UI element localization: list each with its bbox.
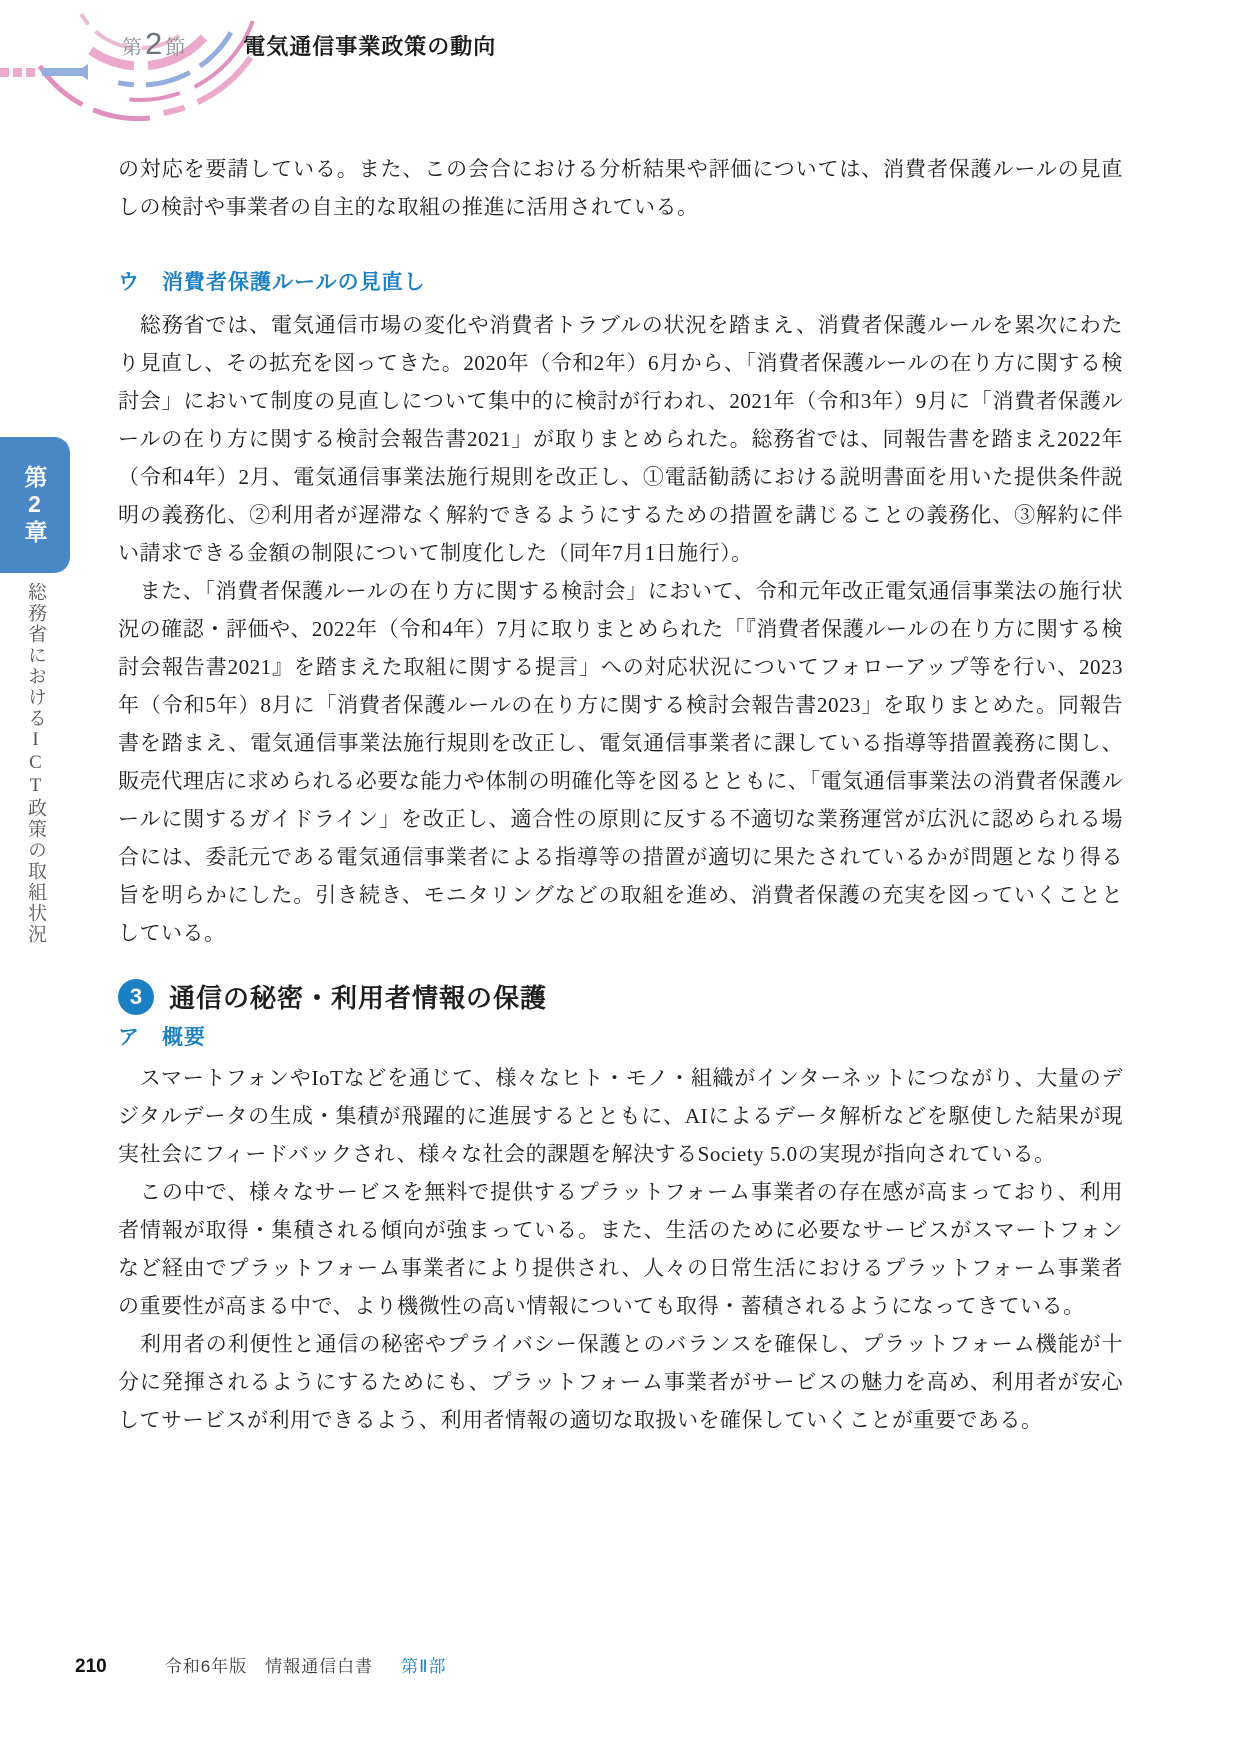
- section-title: 電気通信事業政策の動向: [243, 34, 497, 59]
- page-number: 210: [75, 1656, 107, 1677]
- paragraph-secrecy-3: 利用者の利便性と通信の秘密やプライバシー保護とのバランスを確保し、プラットフォーム機能が十分に発揮されるようにするためにも、プラットフォーム事業者がサービスの魅力を高め、利用者が安心してサービスが利用できるよう、利用者情報の適切な取扱いを確保していくことが重要である。: [118, 1332, 1123, 1432]
- paragraph-consumer-2: また、「消費者保護ルールの在り方に関する検討会」において、令和元年改正電気通信事業法の施行状況の確認・評価や、2022年（令和4年）7月に取りまとめられた「『消費者保護ルールの在り方に関する検討会報告書2021』を踏まえた取組に関する提言」への対応状況についてフォローアップ等を行い、2023年（令和5年）8月に「消費者保護ルールの在り方に関する検討会報告書2023」を取りまとめた。同報告書を踏まえ、電気通信事業法施行規則を改正し、電気通信事業者に課している指導等措置義務に関し、販売代理店に求められる必要な能力や体制の明確化等を図るとともに、「電気通信事業法の消費者保護ルールに関するガイドライン」を改正し、適合性の原則に反する不適切な業務運営が広汎に認められる場合には、委託元である電気通信事業者による指導等の措置が適切に果たされているかが問題となり得る旨を明らかにした。引き続き、モニタリングなどの取組を進め、消費者保護の充実を図っていくこととしている。: [118, 579, 1123, 945]
- subsection-heading-overview: ア 概要: [118, 1026, 206, 1049]
- corner-arc-decoration: [0, 0, 300, 125]
- chapter-vertical-title: 総務省におけるICT政策の取組状況: [25, 582, 46, 945]
- section-number: 2: [145, 26, 163, 61]
- paragraph-intro-continuation: の対応を要請している。また、この会合における分析結果や評価については、消費者保護ルールの見直しの検討や事業者の自主的な取組の推進に活用されている。: [118, 157, 1123, 219]
- page-footer: [75, 1652, 447, 1678]
- paragraph-consumer-1: 総務省では、電気通信市場の変化や消費者トラブルの状況を踏まえ、消費者保護ルールを累次にわたり見直し、その拡充を図ってきた。2020年（令和2年）6月から、「消費者保護ルールの在り方に関する検討会」において制度の見直しについて集中的に検討が行われ、2021年（令和3年）9月に「消費者保護ルールの在り方に関する検討会報告書2021」が取りまとめられた。総務省では、同報告書を踏まえ2022年（令和4年）2月、電気通信事業法施行規則を改正し、①電話勧誘における説明書面を用いた提供条件説明の義務化、②利用者が遅滞なく解約できるようにするための措置を講じることの義務化、③解約に伴い請求できる金額の制限について制度化した（同年7月1日施行）。: [118, 313, 1123, 565]
- section-3-title: 通信の秘密・利用者情報の保護: [169, 983, 548, 1013]
- subsection-heading-consumer-rules: ウ 消費者保護ルールの見直し: [118, 271, 426, 294]
- page-header: [122, 28, 496, 61]
- paragraph-secrecy-2: この中で、様々なサービスを無料で提供するプラットフォーム事業者の存在感が高まっており、利用者情報が取得・集積される傾向が強まっている。また、生活のために必要なサービスがスマートフォンなど経由でプラットフォーム事業者により提供され、人々の日常生活におけるプラットフォーム事業者の重要性が高まる中で、より機微性の高い情報についても取得・蓄積されるようになってきている。: [118, 1180, 1123, 1318]
- chapter-tab: 第2章: [0, 437, 70, 573]
- section-label: [122, 28, 185, 60]
- part-label: 第Ⅱ部: [401, 1657, 447, 1676]
- edition-title: 令和6年版 情報通信白書: [164, 1657, 374, 1676]
- section-3-heading: [118, 978, 1123, 1015]
- paragraph-secrecy-1: スマートフォンやIoTなどを通じて、様々なヒト・モノ・組織がインターネットにつながり、大量のデジタルデータの生成・集積が飛躍的に進展するとともに、AIによるデータ解析などを駆使した結果が現実社会にフィードバックされ、様々な社会的課題を解決するSociety 5.0の実現が指向されている。: [118, 1066, 1123, 1166]
- main-content: [118, 150, 1123, 1439]
- section-label-suffix: 節: [165, 37, 186, 59]
- section-label-prefix: 第: [122, 37, 142, 59]
- section-number-badge: 3: [118, 979, 154, 1015]
